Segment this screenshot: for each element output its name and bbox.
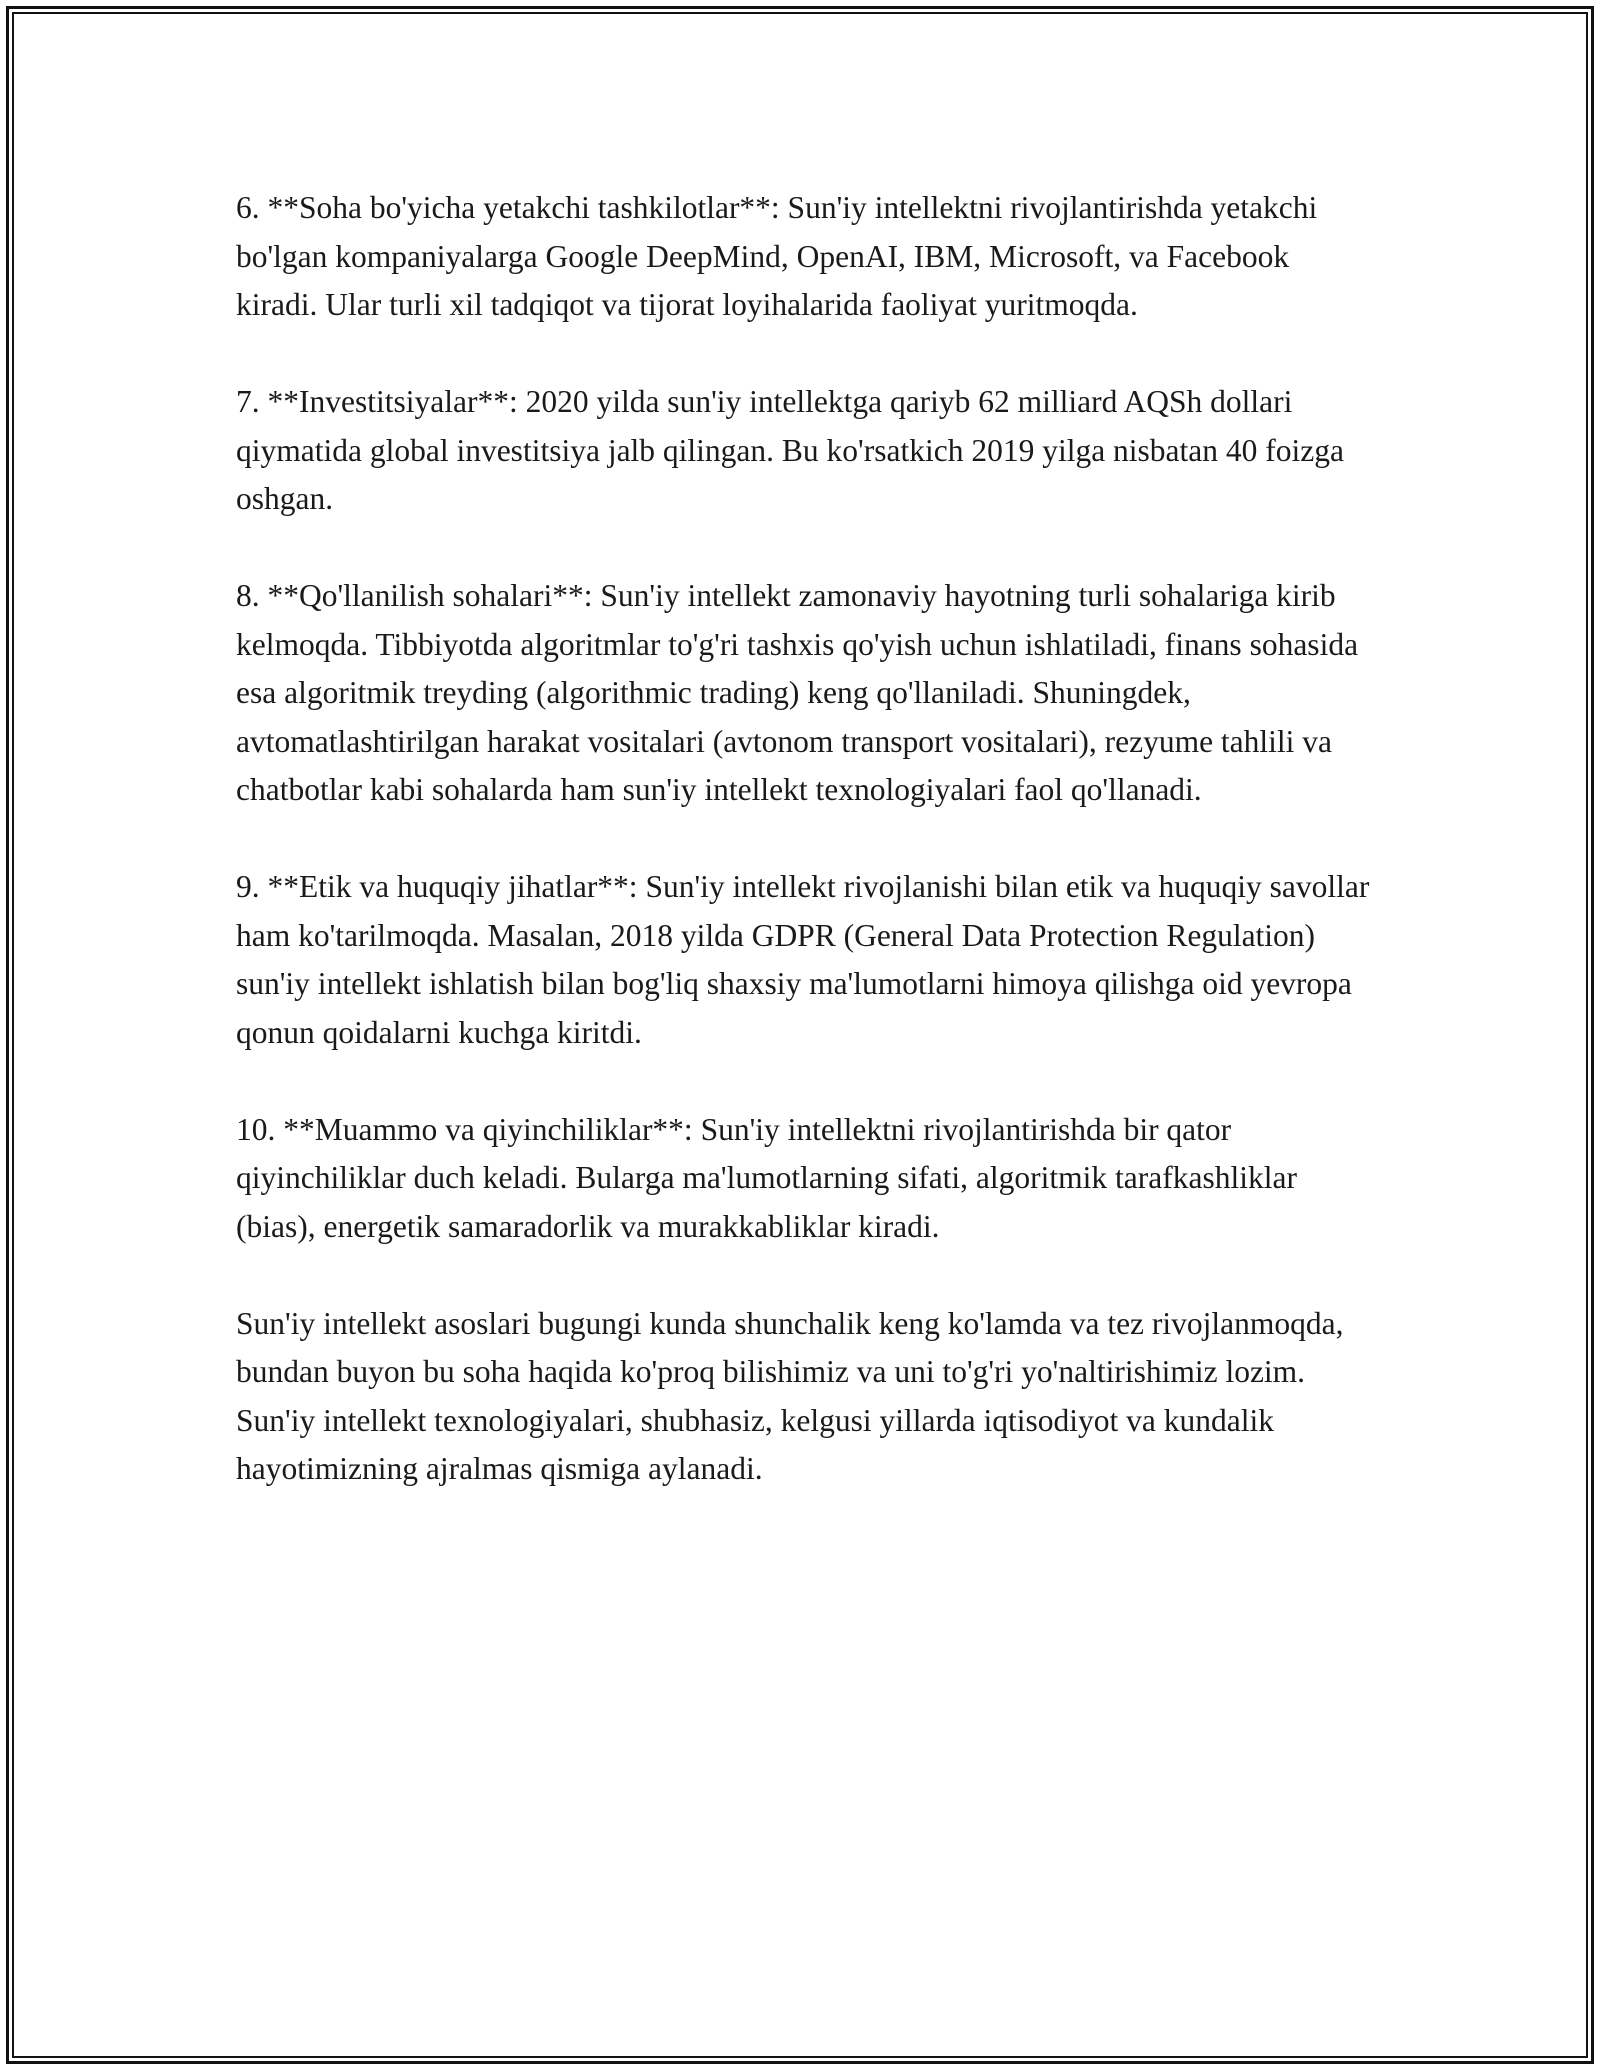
- paragraph-item-8: 8. **Qo'llanilish sohalari**: Sun'iy intellekt zamonaviy hayotning turli sohalariga kirib kelmoqda. Tibbiyotda algoritmlar to'g'ri tashxis qo'yish uchun ishlatiladi, finans sohasida esa algoritmik treyding (algorithmic trading) keng qo'llaniladi. Shuningdek, avtomatlashtirilgan harakat vositalari (avtonom transport vositalari), rezyume tahlili va chatbotlar kabi sohalarda ham sun'iy intellekt texnologiyalari faol qo'llanadi.: [236, 578, 1359, 807]
- paragraph-conclusion: Sun'iy intellekt asoslari bugungi kunda shunchalik keng ko'lamda va tez rivojlanmoqda, bundan buyon bu soha haqida ko'proq bilishimiz va uni to'g'ri yo'naltirishimiz lozim. Sun'iy intellekt texnologiyalari, shubhasiz, kelgusi yillarda iqtisodiyot va kundalik hayotimizning ajralmas qismiga aylanadi.: [236, 1305, 1344, 1486]
- paragraph-item-10: 10. **Muammo va qiyinchiliklar**: Sun'iy intellektni rivojlantirishda bir qator qiyinchiliklar duch keladi. Bularga ma'lumotlarning sifati, algoritmik tarafkashliklar (bias), energetik samaradorlik va murakkabliklar kiradi.: [236, 1111, 1297, 1244]
- document-body: [236, 184, 1376, 1542]
- paragraph-item-6: 6. **Soha bo'yicha yetakchi tashkilotlar**: Sun'iy intellektni rivojlantirishda yetakchi bo'lgan kompaniyalarga Google DeepMind, OpenAI, IBM, Microsoft, va Facebook kiradi. Ular turli xil tadqiqot va tijorat loyihalarida faoliyat yuritmoqda.: [236, 190, 1318, 322]
- paragraph-item-9: 9. **Etik va huquqiy jihatlar**: Sun'iy intellekt rivojlanishi bilan etik va huquqiy savollar ham ko'tarilmoqda. Masalan, 2018 yilda GDPR (General Data Protection Regulation) sun'iy intellekt ishlatish bilan bog'liq shaxsiy ma'lumotlarni himoya qilishga oid yevropa qonun qoidalarni kuchga kiritdi.: [236, 869, 1370, 1050]
- paragraph-item-7: 7. **Investitsiyalar**: 2020 yilda sun'iy intellektga qariyb 62 milliard AQSh dollari qiymatida global investitsiya jalb qilingan. Bu ko'rsatkich 2019 yilga nisbatan 40 foizga oshgan.: [236, 384, 1344, 516]
